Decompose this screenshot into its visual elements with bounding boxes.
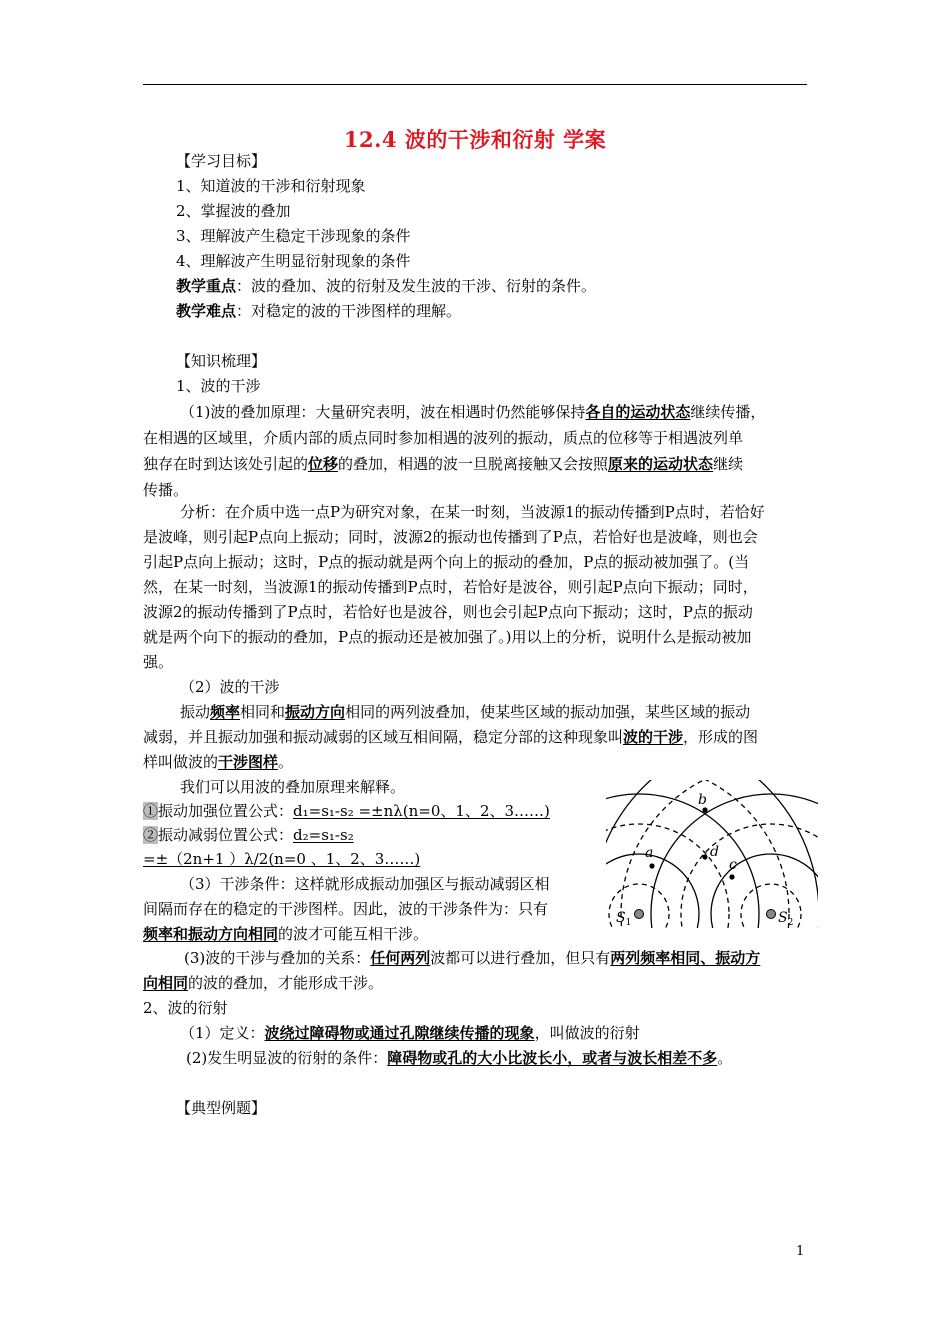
text-run: (2)发生明显波的衍射的条件： <box>186 1049 388 1067</box>
header-rule <box>143 84 807 85</box>
text-run: (3)波的干涉与叠加的关系： <box>184 949 371 967</box>
goal-item: 1、知道波的干涉和衍射现象 <box>176 177 366 195</box>
key-term: 任何两列 <box>370 949 431 967</box>
paragraph-line <box>143 924 428 944</box>
goals-heading: 【学习目标】 <box>176 152 267 170</box>
goal-item: 4、理解波产生明显衍射现象的条件 <box>176 252 411 270</box>
key-term: 频率 <box>210 703 241 721</box>
section-title: 1、波的干涉 <box>176 377 261 395</box>
page-title: 12.4 波的干涉和衍射 学案 <box>343 127 607 152</box>
text-run: ，叫做波的衍射 <box>534 1024 640 1042</box>
goal-item: 3、理解波产生稳定干涉现象的条件 <box>176 227 411 245</box>
examples-heading: 【典型例题】 <box>176 1099 267 1117</box>
text-run: 减弱，并且振动加强和振动减弱的区域互相间隔，稳定分部的这种现象叫 <box>143 728 624 746</box>
paragraph-line <box>143 727 758 747</box>
text-run: 样叫做波的 <box>143 753 219 771</box>
point-c <box>729 874 734 879</box>
text-run: 的波才可能互相干涉。 <box>278 925 429 943</box>
analysis-line: 是波峰，则引起P点向上振动；同时，波源2的振动也传播到了P点，若恰好也是波峰，则也会 <box>143 528 758 546</box>
key-term: 位移 <box>308 455 339 473</box>
circled-number: ② <box>143 826 159 844</box>
text-run: （1)波的叠加原理：大量研究表明，波在相遇时仍然能够保持 <box>180 403 586 421</box>
paragraph-line: 传播。 <box>143 481 189 499</box>
paragraph-line <box>143 454 743 474</box>
label-s2-subscript: 2 <box>787 918 794 928</box>
formula-constructive <box>143 801 550 821</box>
analysis-line: 引起P点向上振动；这时，P点的振动就是两个向上的振动的叠加，P点的振动被加强了。(当 <box>143 553 750 571</box>
text-run: 振动 <box>180 703 211 721</box>
interference-diagram <box>606 780 818 928</box>
paragraph-line <box>180 402 765 422</box>
source-s2-dot <box>767 910 776 919</box>
page-number: 1 <box>796 1244 805 1259</box>
paragraph-line: （3）干涉条件：这样就形成振动加强区与振动减弱区相 <box>180 875 550 893</box>
wave-s2-trough <box>681 824 818 928</box>
text-run: 的叠加，相遇的波一旦脱离接触又会按照 <box>338 455 609 473</box>
text-run: 继续传播， <box>690 403 766 421</box>
paragraph-line: 我们可以用波的叠加原理来解释。 <box>180 778 406 796</box>
hard-point-label: 教学难点 <box>176 302 237 320</box>
text-run: 。 <box>717 1049 733 1067</box>
key-term: 波的干涉 <box>623 728 684 746</box>
key-term: 干涉图样 <box>218 753 279 771</box>
key-term: 障碍物或孔的大小比波长小，或者与波长相差不多 <box>387 1049 718 1067</box>
formula-destructive <box>143 825 354 845</box>
paragraph-line <box>143 973 383 993</box>
key-term: 波绕过障碍物或通过孔隙继续传播的现象 <box>264 1024 535 1042</box>
paragraph-line <box>143 752 293 772</box>
analysis-line: 波源2的振动传播到了P点时，若恰好也是波谷，则也会引起P点向下振动；这时，P点的振动 <box>143 603 753 621</box>
key-point-label: 教学重点 <box>176 277 237 295</box>
key-term: 各自的运动状态 <box>585 403 691 421</box>
paragraph-line <box>180 702 750 722</box>
label-b: b <box>698 792 707 808</box>
paragraph-line <box>180 1023 640 1043</box>
key-point-text: ：波的叠加、波的衍射及发生波的干涉、衍射的条件。 <box>236 277 597 295</box>
formula-destructive-line2 <box>143 849 420 869</box>
label-a: a <box>645 845 654 861</box>
text-run: 相同和 <box>240 703 286 721</box>
formula-label: 振动加强位置公式： <box>158 802 294 820</box>
hard-point <box>176 301 461 321</box>
hard-point-text: ：对稳定的波的干涉图样的理解。 <box>236 302 462 320</box>
text-run: （1）定义： <box>180 1024 265 1042</box>
text-run: 相同的两列波叠加，使某些区域的振动加强，某些区域的振动 <box>345 703 751 721</box>
goal-item: 2、掌握波的叠加 <box>176 202 291 220</box>
key-term: 两列频率相同、振动方 <box>610 949 761 967</box>
formula-label: 振动减弱位置公式： <box>158 826 294 844</box>
label-s1 <box>616 910 631 928</box>
key-term: 原来的运动状态 <box>608 455 714 473</box>
text-run: 波都可以进行叠加，但只有 <box>430 949 611 967</box>
text-run: ，形成的图 <box>683 728 759 746</box>
label-d: d <box>710 844 719 860</box>
point-a <box>649 863 654 868</box>
section-title: 2、波的衍射 <box>143 999 228 1017</box>
text-run: 的波的叠加，才能形成干涉。 <box>188 974 384 992</box>
point-b <box>702 807 707 812</box>
label-s1-subscript: 1 <box>625 918 632 928</box>
label-s1-letter: S <box>616 910 626 926</box>
paragraph-line <box>184 948 760 968</box>
analysis-line: 就是两个向下的振动的叠加，P点的振动还是被加强了。)用以上的分析，说明什么是振动被加 <box>143 628 752 646</box>
analysis-line: 然，在某一时刻，当波源1的振动传播到P点时，若恰好是波谷，则引起P点向下振动；同时， <box>143 578 758 596</box>
text-run: 继续 <box>713 455 744 473</box>
point-d <box>702 854 707 859</box>
analysis-line: 分析：在介质中选一点P为研究对象，在某一时刻，当波源1的振动传播到P点时，若恰好 <box>180 503 765 521</box>
label-s2-letter: S <box>778 910 788 926</box>
formula-text: =±（2n+1 ）λ/2(n=0 、1、2、3……) <box>143 850 421 868</box>
section-title: （2）波的干涉 <box>180 678 280 696</box>
formula-text: d₁=s₁-s₂ =±nλ(n=0、1、2、3……) <box>293 802 550 820</box>
key-term: 振动方向 <box>285 703 346 721</box>
key-term: 向相同 <box>143 974 189 992</box>
formula-text: d₂=s₁-s₂ <box>293 826 354 844</box>
text-run: 。 <box>278 753 294 771</box>
wave-s2-crest <box>711 854 818 928</box>
key-point <box>176 276 596 296</box>
paragraph-line: 间隔而存在的稳定的干涉图样。因此，波的干涉条件为：只有 <box>143 900 549 918</box>
label-c: c <box>729 857 737 873</box>
text-run: 独存在时到达该处引起的 <box>143 455 309 473</box>
knowledge-heading: 【知识梳理】 <box>176 352 267 370</box>
paragraph-line <box>186 1048 732 1068</box>
paragraph-line: 在相遇的区域里，介质内部的质点同时参加相遇的波列的振动，质点的位移等于相遇波列单 <box>143 429 744 447</box>
key-term: 频率和振动方向相同 <box>143 925 279 943</box>
analysis-line: 强。 <box>143 653 174 671</box>
circled-number: ① <box>143 802 159 820</box>
label-s2 <box>778 910 793 928</box>
source-s1-dot <box>635 910 644 919</box>
